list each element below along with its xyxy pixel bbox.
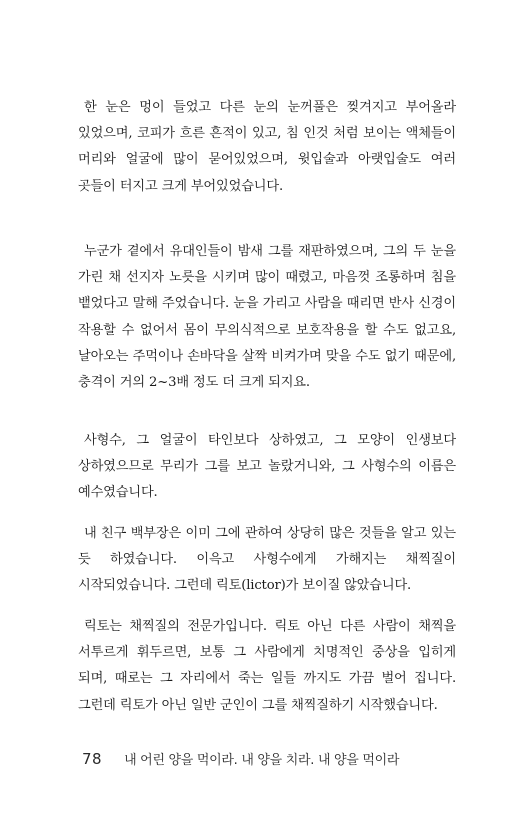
paragraph-4: 내 친구 백부장은 이미 그에 관하여 상당히 많은 것들을 알고 있는 듯 하였습니다. 이윽고 사형수에게 가해지는 채찍질이 시작되었습니다. 그런데 릭토(lictor)가 보이질 않았습니다. [78, 526, 456, 594]
paragraph-5: 릭토는 채찍질의 전문가입니다. 릭토 아닌 다른 사람이 채찍을 서투르게 휘두르면, 보통 그 사람에게 치명적인 중상을 입히게 되며, 때로는 그 자리에서 죽는 일들 까지도 가끔 벌어 집니다. 그런데 릭토가 아닌 일반 군인이 그를 채찍질하기 시작했습니다. [78, 619, 456, 713]
page-footer [82, 749, 399, 773]
paragraph-1: 한 눈은 멍이 들었고 다른 눈의 눈꺼풀은 찢겨지고 부어올라 있었으며, 코피가 흐른 흔적이 있고, 침 인것 처럼 보이는 액체들이 머리와 얼굴에 많이 묻어있었으며, 윗입술과 아랫입술도 여러 곳들이 터지고 크게 부어있었습니다. [78, 100, 456, 194]
paragraph-3: 사형수, 그 얼굴이 타인보다 상하였고, 그 모양이 인생보다 상하였으므로 무리가 그를 보고 놀랐거니와, 그 사형수의 이름은 예수였습니다. [78, 433, 456, 501]
page-number: 78 [82, 750, 103, 768]
running-title: 내 어린 양을 먹이라. 내 양을 치라. 내 양을 먹이라 [124, 753, 400, 768]
paragraph-2: 누군가 곁에서 유대인들이 밤새 그를 재판하였으며, 그의 두 눈을 가린 채 선지자 노릇을 시키며 많이 때렸고, 마음껏 조롱하며 침을 뱉었다고 말해 주었습니다. 눈을 가리고 사람을 때리면 반사 신경이 작용할 수 없어서 몸이 무의식적으로 보호작용을 할 수도 없고요, 날아오는 주먹이나 손바닥을 살짝 비켜가며 맞을 수도 없기 때문에, 충격이 거의 2~3배 정도 더 크게 되지요. [78, 244, 456, 391]
